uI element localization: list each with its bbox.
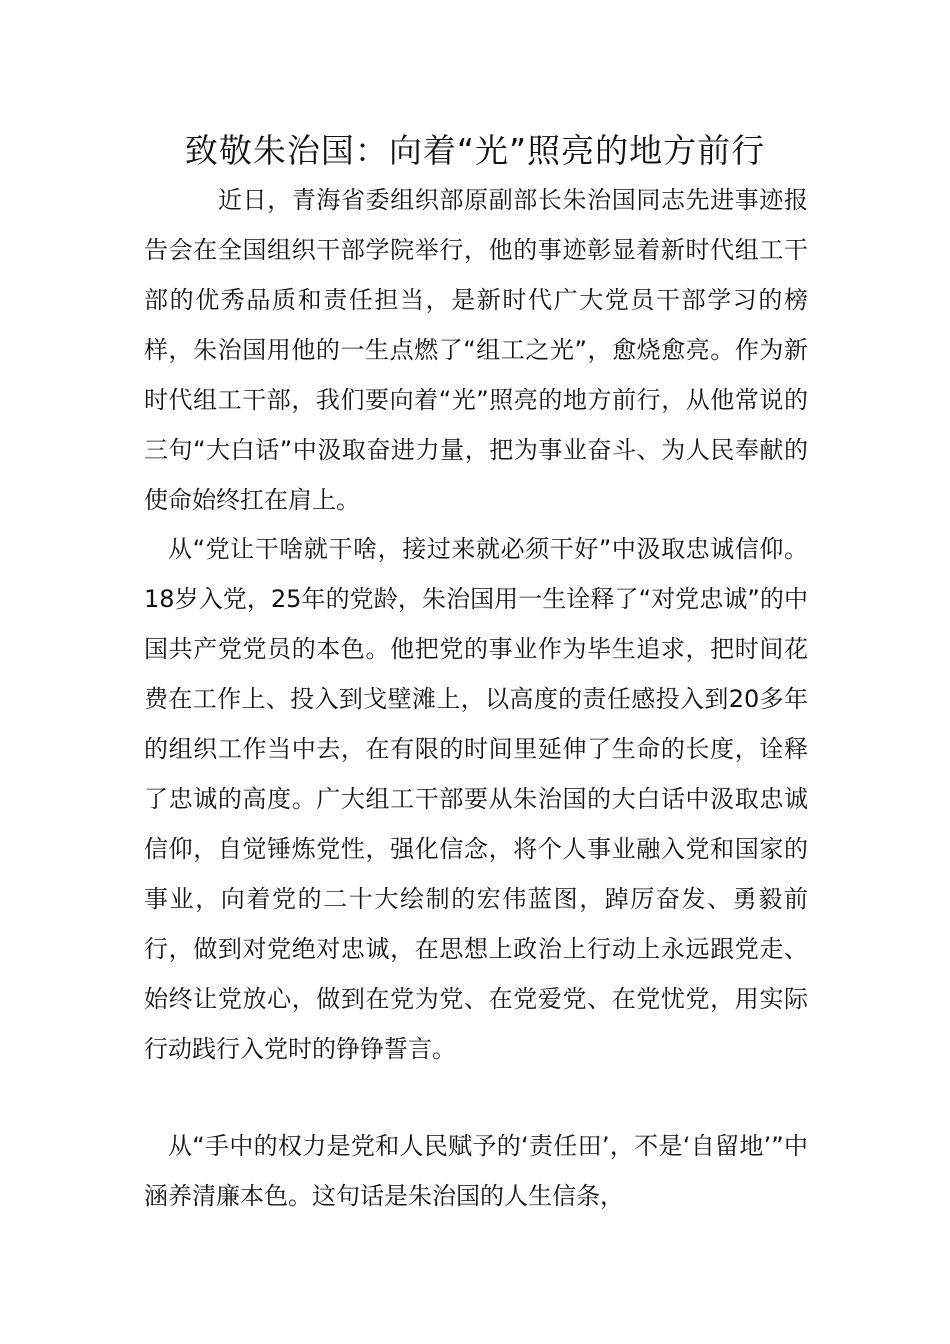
document-title: 致敬朱治国：向着“光”照亮的地方前行 bbox=[184, 131, 766, 170]
paragraph-2: 从“党让干啥就干啥，接过来就必须干好”中汲取忠诚信仰。18岁入党，25年的党龄，朱治国用一生诠释了“对党忠诚”的中国共产党党员的本色。他把党的事业作为毕生追求，把时间花费在工作上、投入到戈壁滩上，以高度的责任感投入到20多年的组织工作当中去，在有限的时间里延伸了生命的长度，诠释了忠诚的高度。广大组工干部要从朱治国的大白话中汲取忠诚信仰，自觉锤炼党性，强化信念，将个人事业融入党和国家的事业，向着党的二十大绘制的宏伟蓝图，踔厉奋发、勇毅前行，做到对党绝对忠诚，在思想上政治上行动上永远跟党走、始终让党放心，做到在党为党、在党爱党、在党忧党，用实际行动践行入党时的铮铮誓言。 bbox=[144, 535, 808, 1063]
paragraph-1: 近日，青海省委组织部原副部长朱治国同志先进事迹报告会在全国组织干部学院举行，他的事迹彰显着新时代组工干部的优秀品质和责任担当，是新时代广大党员干部学习的榜样，朱治国用他的一生点燃了“组工之光”，愈烧愈亮。作为新时代组工干部，我们要向着“光”照亮的地方前行，从他常说的三句“大白话”中汲取奋进力量，把为事业奋斗、为人民奉献的使命始终扛在肩上。 bbox=[144, 186, 808, 514]
paragraph-3: 从“手中的权力是党和人民赋予的‘责任田’，不是‘自留地’”中涵养清廉本色。这句话是朱治国的人生信条， bbox=[144, 1132, 808, 1210]
